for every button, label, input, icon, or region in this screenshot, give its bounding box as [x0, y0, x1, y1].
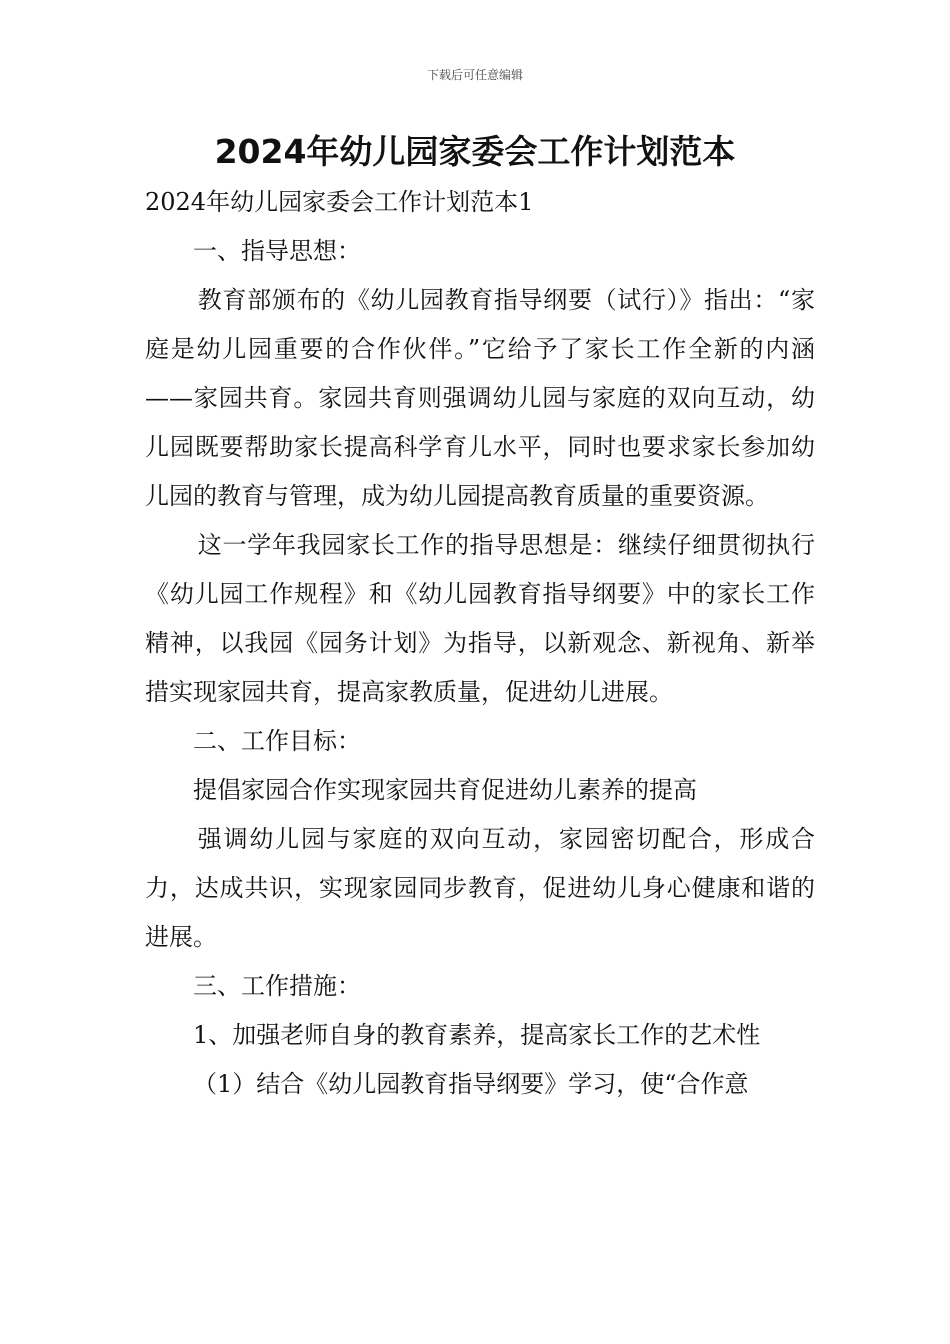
section-heading-goals: 二、工作目标： [193, 727, 361, 755]
header-note: 下载后可任意编辑 [426, 68, 523, 82]
measure-item-1-1: （1）结合《幼儿园教育指导纲要》学习，使“合作意 [193, 1070, 749, 1098]
paragraph-goals-2: 强调幼儿园与家庭的双向互动，家园密切配合，形成合力，达成共识，实现家园同步教育，促进幼儿身心健康和谐的进展。 [145, 825, 815, 951]
document-title: 2024年幼儿园家委会工作计划范本 [214, 132, 736, 171]
paragraph-goals-1: 提倡家园合作实现家园共育促进幼儿素养的提高 [193, 776, 697, 804]
paragraph-guiding-2: 这一学年我园家长工作的指导思想是：继续仔细贯彻执行《幼儿园工作规程》和《幼儿园教育指导纲要》中的家长工作精神，以我园《园务计划》为指导，以新观念、新视角、新举措实现家园共育，提高家教质量，促进幼儿进展。 [145, 531, 815, 706]
paragraph-guiding-1: 教育部颁布的《幼儿园教育指导纲要（试行）》指出：“家庭是幼儿园重要的合作伙伴。”它给予了家长工作全新的内涵——家园共育。家园共育则强调幼儿园与家庭的双向互动，幼儿园既要帮助家长提高科学育儿水平，同时也要求家长参加幼儿园的教育与管理，成为幼儿园提高教育质量的重要资源。 [145, 286, 815, 510]
document-subtitle: 2024年幼儿园家委会工作计划范本1 [145, 188, 534, 216]
section-heading-measures: 三、工作措施： [193, 972, 361, 1000]
measure-item-1: 1、加强老师自身的教育素养，提高家长工作的艺术性 [193, 1021, 761, 1049]
document-body [145, 178, 815, 1109]
section-heading-guiding-thought: 一、指导思想： [193, 237, 361, 265]
